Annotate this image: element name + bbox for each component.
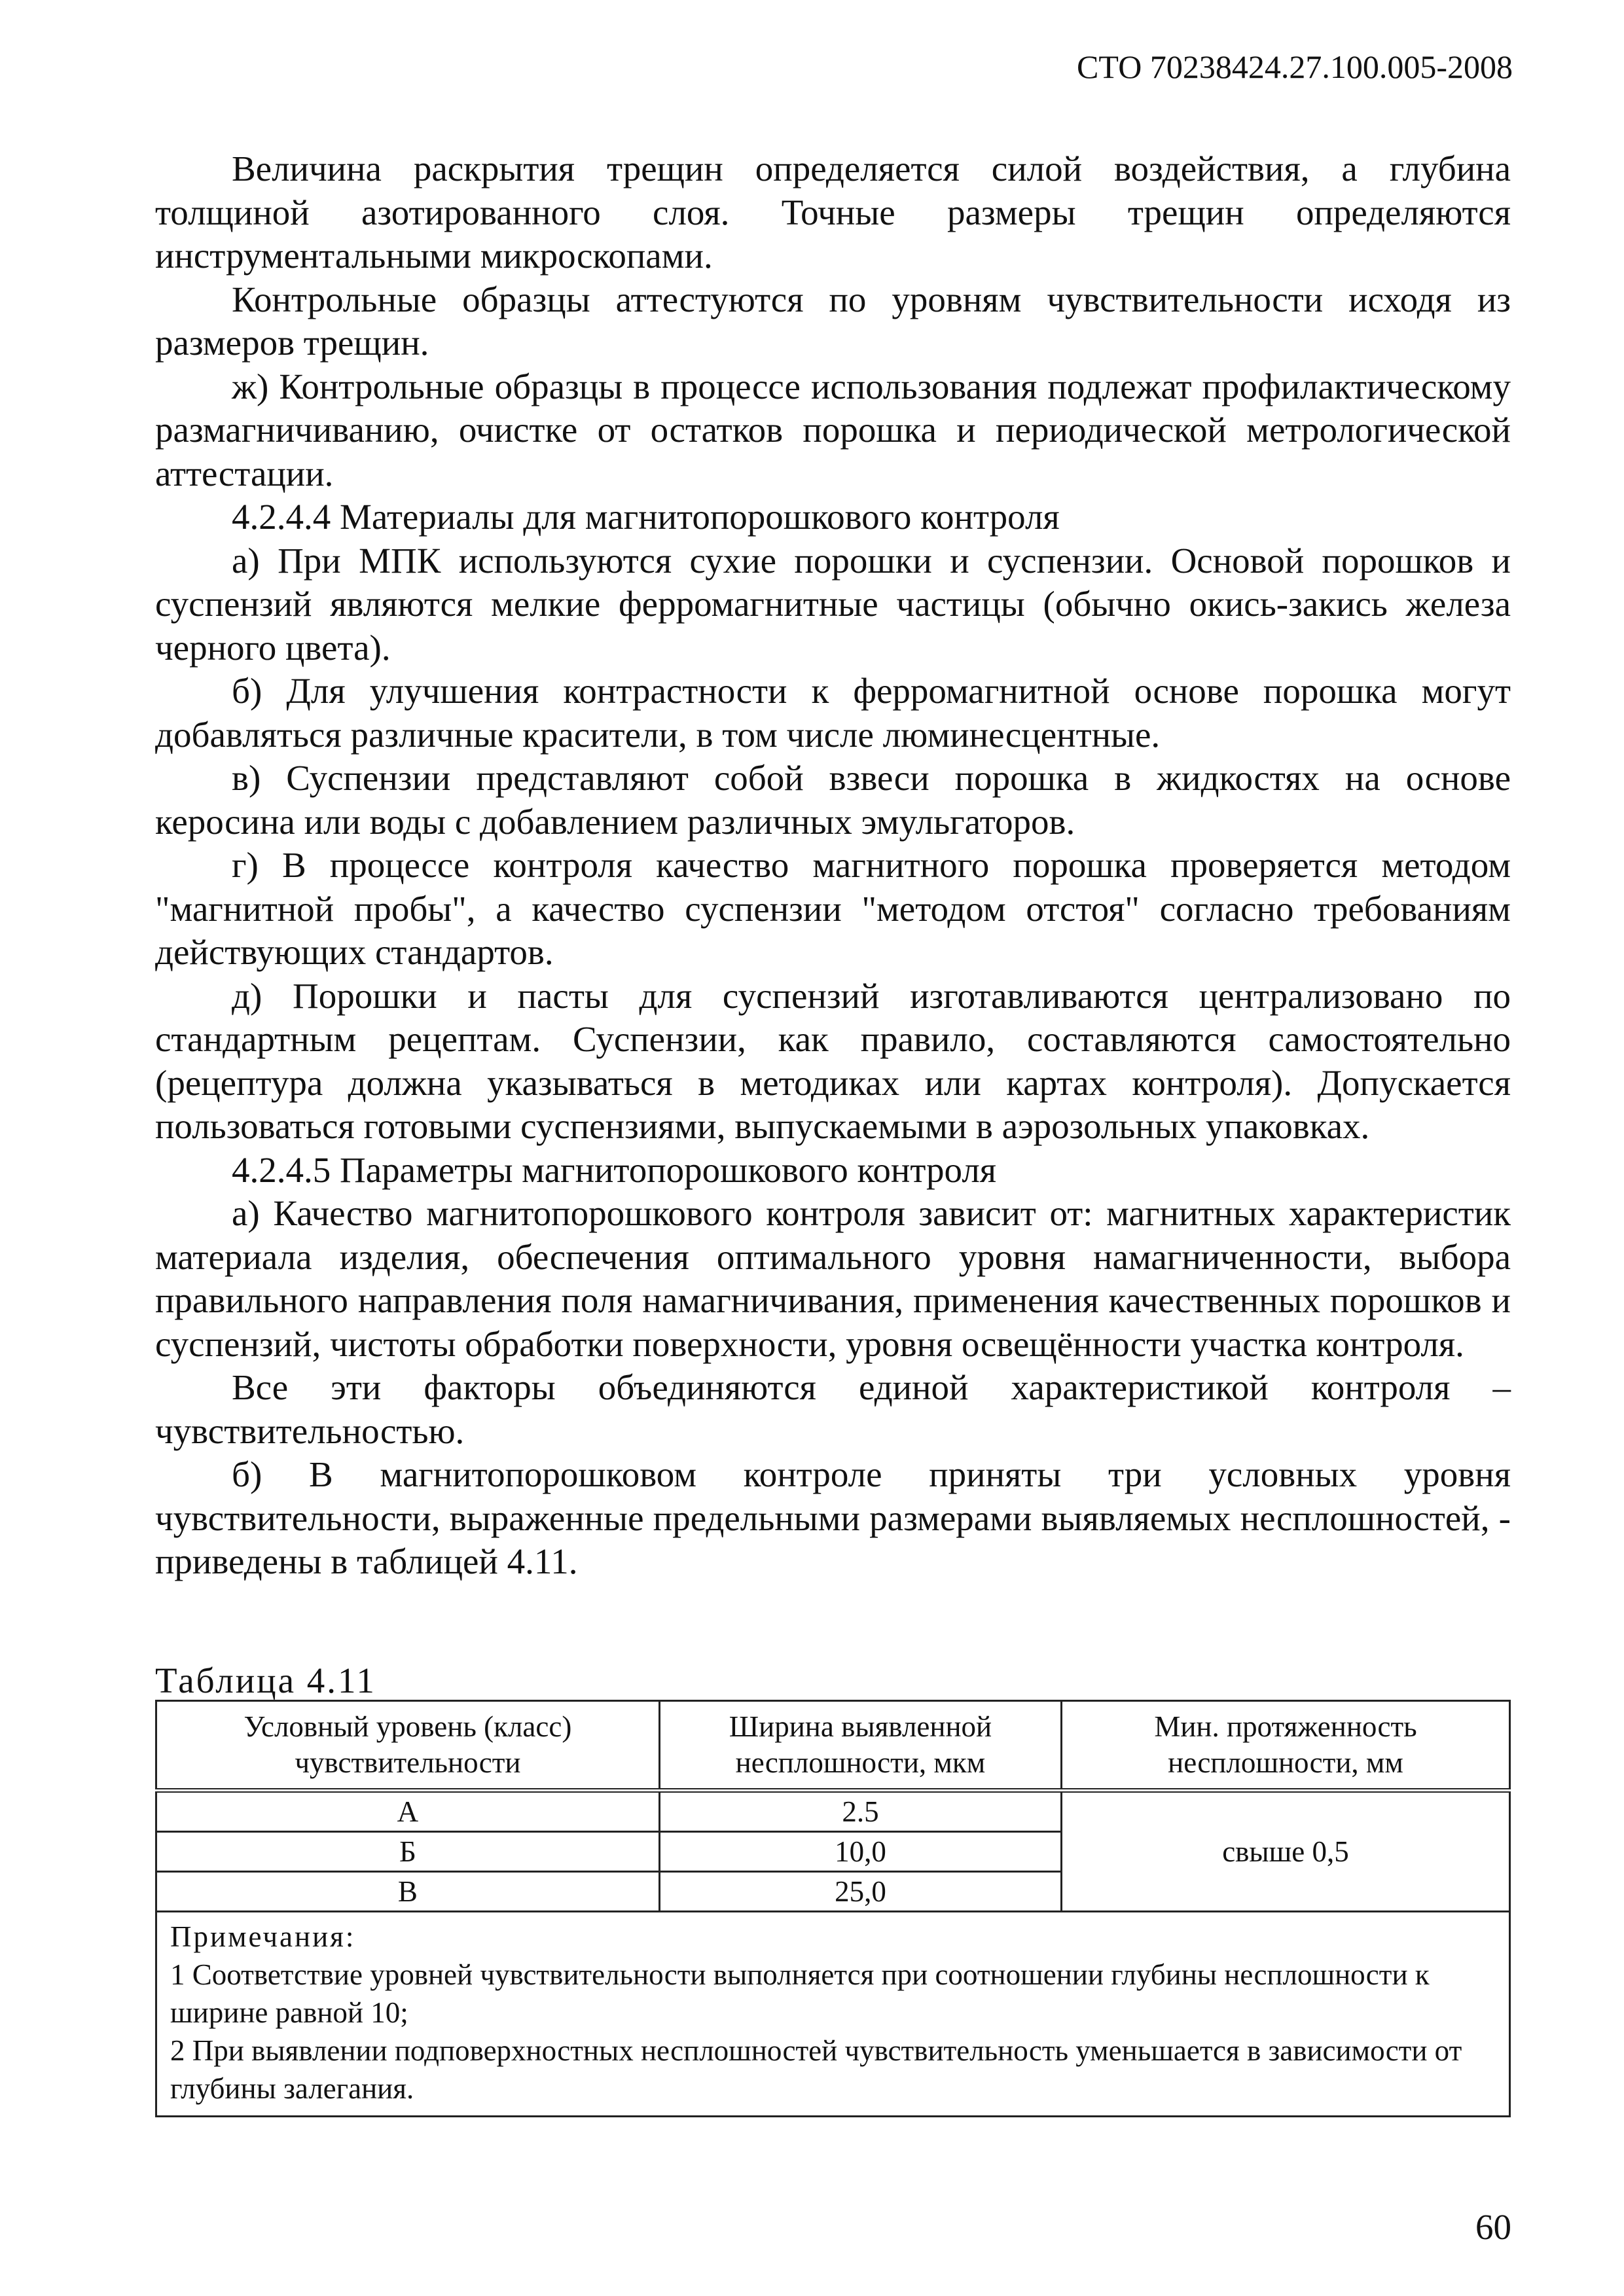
- paragraph: Величина раскрытия трещин определяется силой воздействия, а глубина толщиной азотированного слоя. Точные размеры трещин определяются инструментальными микроскопами.: [155, 149, 1511, 276]
- width-cell: 2.5: [659, 1791, 1061, 1832]
- paragraph: Все эти факторы объединяются единой характеристикой контроля – чувствительностью.: [155, 1367, 1511, 1451]
- level-cell: Б: [156, 1832, 660, 1872]
- sensitivity-table: [155, 1700, 1511, 2117]
- table-notes-row: [156, 1912, 1510, 2117]
- min-length-cell: свыше 0,5: [1062, 1791, 1510, 1912]
- table-notes: [156, 1912, 1510, 2117]
- paragraph: Контрольные образцы аттестуются по уровням чувствительности исходя из размеров трещин.: [155, 279, 1511, 363]
- body-text: [155, 147, 1511, 1584]
- document-code-header: СТО 70238424.27.100.005-2008: [1077, 48, 1513, 85]
- paragraph: ж) Контрольные образцы в процессе использования подлежат профилактическому размагничиванию, очистке от остатков порошка и периодической метрологической аттестации.: [155, 366, 1511, 493]
- paragraph: б) В магнитопорошковом контроле приняты три условных уровня чувствительности, выраженные предельными размерами выявляемых несплошностей, - приведены в таблицей 4.11.: [155, 1454, 1511, 1581]
- note-item: 1 Соответствие уровней чувствительности выполняется при соотношении глубины несплошности к ширине равной 10;: [170, 1958, 1430, 2029]
- paragraph: а) Качество магнитопорошкового контроля зависит от: магнитных характеристик материала изделия, обеспечения оптимального уровня намагниченности, выбора правильного направления поля намагничивания, применения качественных порошков и суспензий, чистоты обработки поверхности, уровня освещённости участка контроля.: [155, 1193, 1511, 1364]
- width-cell: 10,0: [659, 1832, 1061, 1872]
- table-row: [156, 1791, 1510, 1832]
- column-header-min-length: Мин. протяженность несплошности, мм: [1062, 1701, 1510, 1791]
- table-header-row: [156, 1701, 1510, 1791]
- note-item: 2 При выявлении подповерхностных несплошностей чувствительность уменьшается в зависимости от глубины залегания.: [170, 2034, 1462, 2105]
- level-cell: В: [156, 1872, 660, 1912]
- column-header-level: Условный уровень (класс) чувствительности: [156, 1701, 660, 1791]
- section-heading: 4.2.4.4 Материалы для магнитопорошкового контроля: [232, 497, 1060, 537]
- column-header-width: Ширина выявленной несплошности, мкм: [659, 1701, 1061, 1791]
- paragraph: г) В процессе контроля качество магнитного порошка проверяется методом "магнитной пробы", а качество суспензии "методом отстоя" согласно требованиям действующих стандартов.: [155, 845, 1511, 972]
- paragraph: б) Для улучшения контрастности к ферромагнитной основе порошка могут добавляться различные красители, в том числе люминесцентные.: [155, 671, 1511, 755]
- section-heading: 4.2.4.5 Параметры магнитопорошкового контроля: [232, 1149, 997, 1190]
- paragraph: д) Порошки и пасты для суспензий изготавливаются централизовано по стандартным рецептам. Суспензии, как правило, составляются самостоятельно (рецептура должна указываться в методиках или картах контроля). Допускается пользоваться готовыми суспензиями, выпускаемыми в аэрозольных упаковках.: [155, 975, 1511, 1146]
- paragraph: а) При МПК используются сухие порошки и суспензии. Основой порошков и суспензий являются мелкие ферромагнитные частицы (обычно окись-закись железа черного цвета).: [155, 540, 1511, 668]
- paragraph: в) Суспензии представляют собой взвеси порошка в жидкостях на основе керосина или воды с добавлением различных эмульгаторов.: [155, 758, 1511, 842]
- notes-title: Примечания:: [170, 1920, 356, 1953]
- level-cell: А: [156, 1791, 660, 1832]
- page-number: 60: [1475, 2207, 1511, 2247]
- width-cell: 25,0: [659, 1872, 1061, 1912]
- table-caption: Таблица 4.11: [155, 1660, 376, 1700]
